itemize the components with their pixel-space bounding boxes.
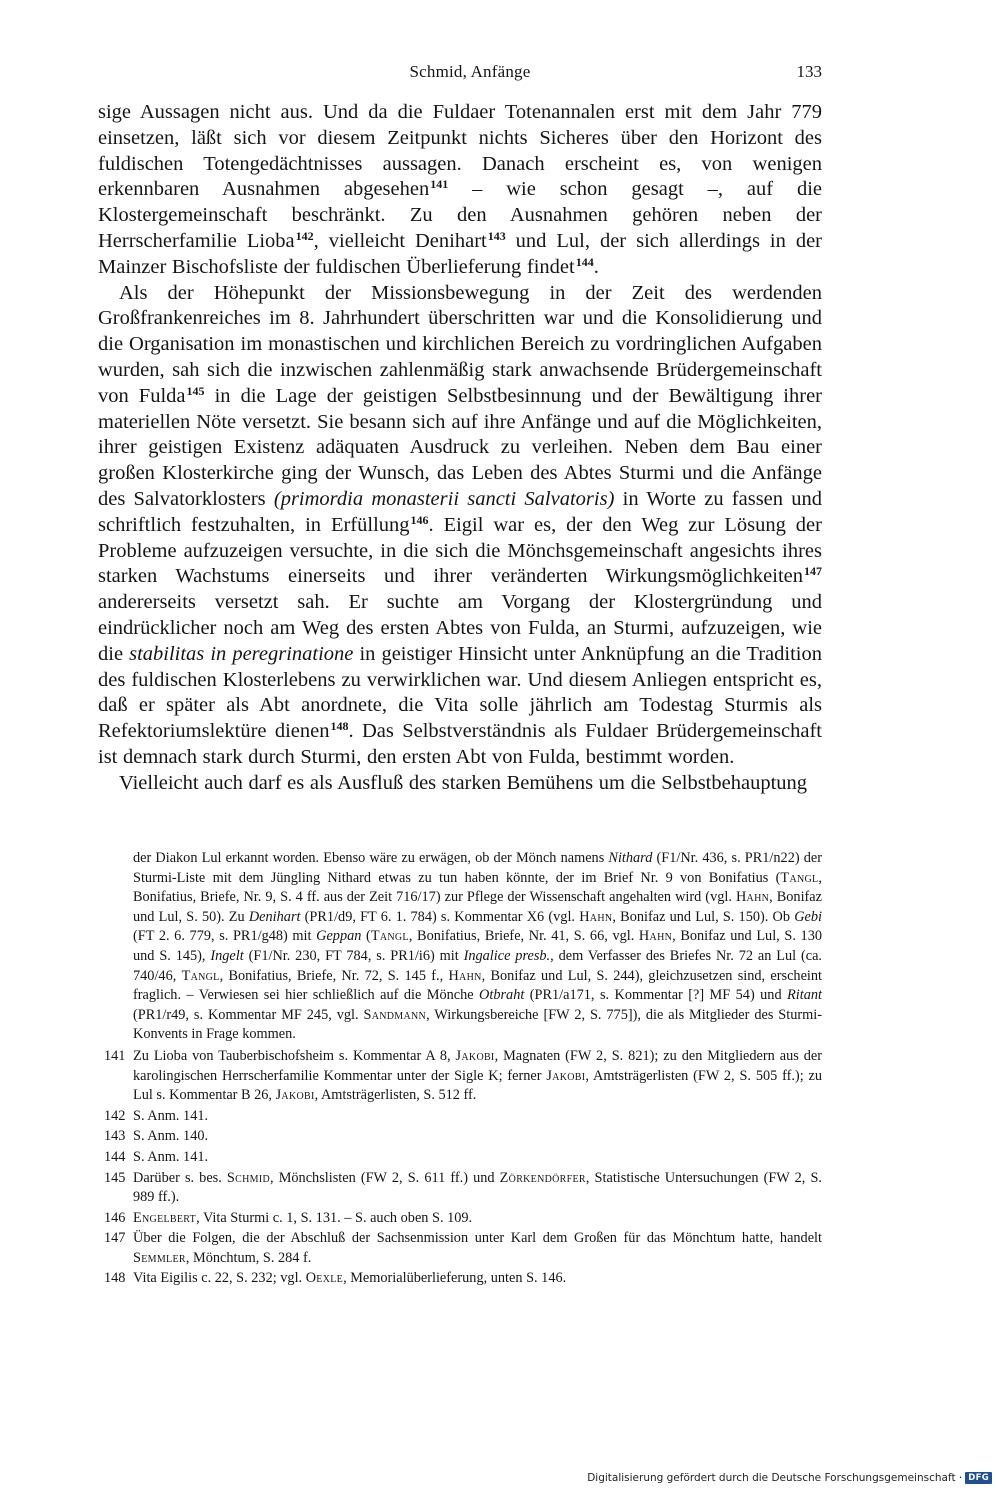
page-number: 133 <box>796 62 822 81</box>
paragraph: Vielleicht auch darf es als Ausfluß des starken Bemühens um die Selbstbehauptung <box>119 771 808 794</box>
digitization-credit <box>587 1470 992 1486</box>
footnote-number: 143 <box>104 1128 126 1145</box>
footnote-ref-147[interactable]: 147 <box>804 564 822 579</box>
footnote-ref-144[interactable]: 144 <box>575 254 594 269</box>
footnote-continuation: der Diakon Lul erkannt worden. Ebenso wäre zu erwägen, ob der Mönch namens Nithard (F1/Nr. 436, s. PR1/n22) der Sturmi-Liste mit dem Jüngling Nithard etwas zu tun haben könnte, der im Brief Nr. 9 von Bonifatius (Tangl, Bonifatius, Briefe, Nr. 9, S. 4 ff. aus der Zeit 716/17) zur Pflege der Wissenschaft angehalten wird (vgl. Hahn, Bonifaz und Lul, S. 50). Zu Denihart (PR1/d9, FT 6. 1. 784) s. Kommentar X6 (vgl. Hahn, Bonifaz und Lul, S. 150). Ob Gebi (FT 2. 6. 779, s. PR1/g48) mit Geppan (Tangl, Bonifatius, Briefe, Nr. 41, S. 66, vgl. Hahn, Bonifaz und Lul, S. 130 und S. 145), Ingelt (F1/Nr. 230, FT 784, s. PR1/i6) mit Ingalice presb., dem Verfasser des Briefes Nr. 72 an Lul (ca. 740/46, Tangl, Bonifatius, Briefe, Nr. 72, S. 145 f., Hahn, Bonifaz und Lul, S. 244), gleichzusetzen sind, erscheint fraglich. – Verwiesen sei hier schließlich auf die Mönche Otbraht (PR1/a171, s. Kommentar [?] MF 54) und Ritant (PR1/r49, s. Kommentar MF 245, vgl. Sandmann, Wirkungsbereiche [FW 2, S. 775]), die als Mitglieder des Sturmi-Konvents in Frage kommen. <box>133 850 823 1043</box>
footnote-number: 144 <box>104 1148 126 1165</box>
dfg-logo: DFG <box>965 1472 992 1484</box>
paragraph: sige Aussagen nicht aus. Und da die Fuldaer Totenannalen erst mit dem Jahr 779 einsetzen, läßt sich vor diesem Zeitpunkt nichts Sicheres über den Horizont des fuldischen Totengedächtnisses aussagen. Danach erscheint es, von wenigen erkennbaren Ausnahmen abgesehen$^{141}$ – wie schon gesagt –, auf die Klostergemeinschaft beschränkt. Zu den Ausnahmen gehören neben der Herrscherfamilie Lioba$^{142}$, vielleicht Denihart$^{143}$ und Lul, der sich allerdings in der Mainzer Bischofsliste der fuldischen Überlieferung findet$^{144}$. <box>98 101 822 278</box>
footnote-142: 142 S. Anm. 141. <box>98 1107 822 1127</box>
footnote-ref-148[interactable]: 148 <box>330 719 349 734</box>
footnote-145: 145 Darüber s. bes. Schmid, Mönchslisten (FW 2, S. 611 ff.) und Zörkendörfer, Statistische Untersuchungen (FW 2, S. 989 ff.). <box>104 1169 822 1206</box>
footnote-number: 147 <box>104 1230 126 1247</box>
credit-text: Digitalisierung gefördert durch die Deutsche Forschungsgemeinschaft · <box>587 1472 963 1484</box>
footnote-number: 148 <box>104 1270 126 1287</box>
footnote-ref-146[interactable]: 146 <box>410 512 429 527</box>
footnote-143: 143 S. Anm. 140. <box>98 1127 822 1147</box>
footnote-144: 144 S. Anm. 141. <box>98 1148 822 1168</box>
footnote-ref-142[interactable]: 142 <box>295 228 314 243</box>
paragraph: Als der Höhepunkt der Missionsbewegung in der Zeit des werdenden Großfrankenreiches im 8. Jahrhundert überschritten war und die Konsolidierung und die Organisation im monastischen und kirchlichen Bereich zu vordringlichen Aufgaben wurden, sah sich die inzwischen zahlenmäßig stark anwachsende Brüdergemeinschaft von Fulda$^{145}$ in die Lage der geistigen Selbstbesinnung und der Bewältigung ihrer materiellen Nöte versetzt. Sie besann sich auf ihre Anfänge und auf die Möglichkeiten, ihrer geistigen Existenz adäquaten Ausdruck zu verleihen. Neben dem Bau einer großen Klosterkirche ging der Wunsch, das Leben des Abtes Sturmi und die Anfänge des Salvatorklosters (primordia monasterii sancti Salvatoris) in Worte zu fassen und schriftlich festzuhalten, in Erfüllung$^{146}$. Eigil war es, der den Weg zur Lösung der Probleme aufzuzeigen versuchte, in die sich die Mönchsgemeinschaft angesichts ihres starken Wachstums einerseits und ihrer veränderten Wirkungsmöglichkeiten$^{147}$ andererseits versetzt sah. Er suchte am Vorgang der Klostergründung und eindrücklicher noch am Weg des ersten Abtes von Fulda, an Sturmi, aufzuzeigen, wie die stabilitas in peregrinatione in geistiger Hinsicht unter Anknüpfung an die Tradition des fuldischen Klosterlebens zu verwirklichen war. Und diesem Anliegen entspricht es, daß er später als Abt anordnete, die Vita solle jährlich am Todestag Sturmis als Refektoriumslektüre dienen$^{148}$. Das Selbstverständnis als Fuldaer Brüdergemeinschaft ist demnach stark durch Sturmi, den ersten Abt von Fulda, bestimmt worden. <box>98 281 823 768</box>
footnote-number: 146 <box>104 1209 126 1226</box>
footnote-ref-141[interactable]: 141 <box>430 177 449 192</box>
footnote-141: 141 Zu Lioba von Tauberbischofsheim s. Kommentar A 8, Jakobi, Magnaten (FW 2, S. 821); zu den Mitgliedern aus der karolingischen Herrscherfamilie Kommentar unter der Sigle K; ferner Jakobi, Amtsträgerlisten (FW 2, S. 505 ff.); zu Lul s. Kommentar B 26, Jakobi, Amtsträgerlisten, S. 512 ff. <box>104 1047 822 1104</box>
main-text <box>98 100 822 797</box>
footnote-number: 145 <box>104 1169 126 1186</box>
footnote-148: 148 Vita Eigilis c. 22, S. 232; vgl. Oexle, Memorialüberlieferung, unten S. 146. <box>98 1269 822 1289</box>
footnote-number: 142 <box>104 1107 126 1124</box>
footnote-ref-143[interactable]: 143 <box>487 228 506 243</box>
page-header <box>120 62 820 86</box>
footnotes <box>98 849 822 1289</box>
footnote-number: 141 <box>104 1047 126 1064</box>
footnote-146: 146 Engelbert, Vita Sturmi c. 1, S. 131. – S. auch oben S. 109. <box>98 1209 822 1229</box>
running-title: Schmid, Anfänge <box>409 62 531 81</box>
footnote-ref-145[interactable]: 145 <box>186 383 205 398</box>
footnote-147: 147 Über die Folgen, die der Abschluß der Sachsenmission unter Karl dem Großen für das Mönchtum hatte, handelt Semmler, Mönchtum, S. 284 f. <box>104 1230 822 1266</box>
